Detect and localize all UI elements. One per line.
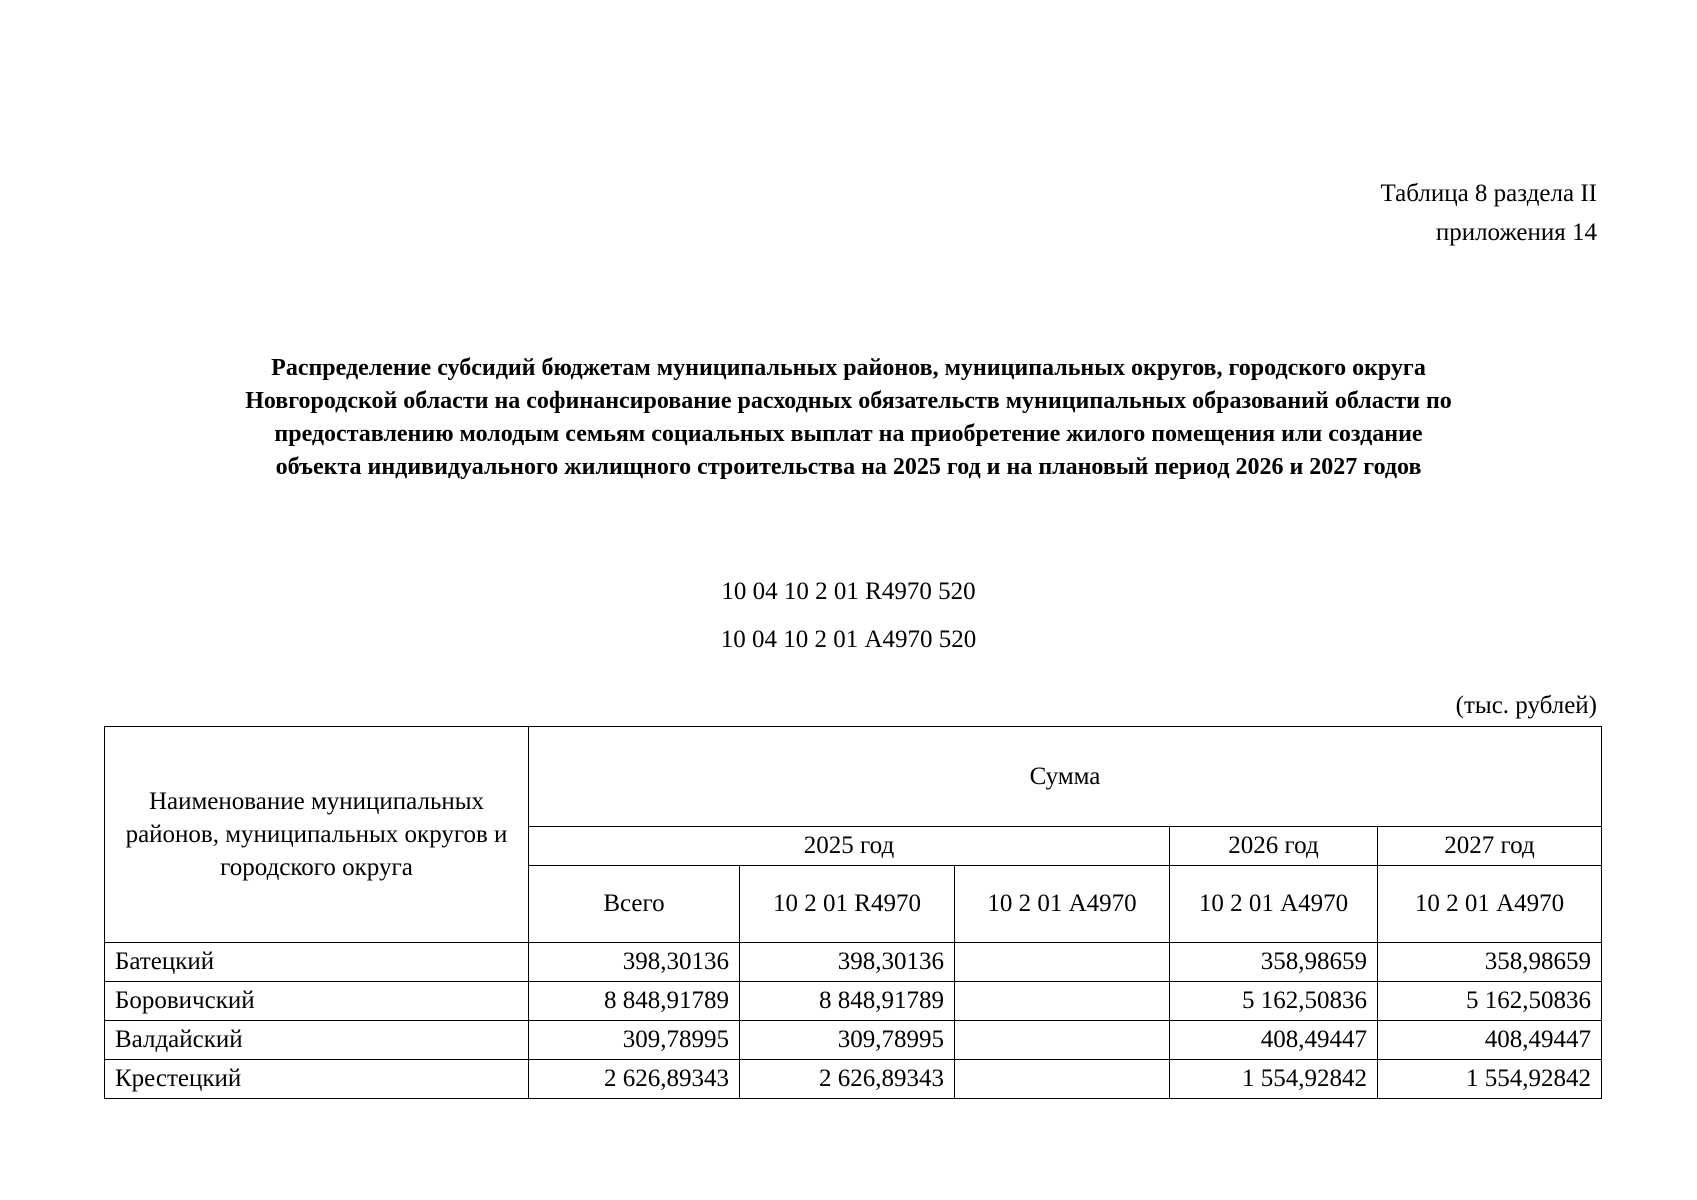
a4970-cell	[955, 982, 1170, 1021]
r4970-cell: 398,30136	[740, 943, 955, 982]
r4970-cell: 309,78995	[740, 1021, 955, 1060]
a4970-cell	[955, 1021, 1170, 1060]
table-row	[105, 982, 1602, 1021]
total-cell: 309,78995	[529, 1021, 740, 1060]
budget-code-a4970: 10 04 10 2 01 А4970 520	[720, 626, 977, 653]
sum-header: Сумма	[529, 727, 1602, 827]
municipality-name: Батецкий	[105, 943, 529, 982]
year-2027-cell: 1 554,92842	[1378, 1060, 1602, 1099]
year-2026-cell: 408,49447	[1170, 1021, 1378, 1060]
year-2027-cell: 5 162,50836	[1378, 982, 1602, 1021]
a4970-2025-subheader: 10 2 01 А4970	[955, 866, 1170, 943]
budget-code-r4970: 10 04 10 2 01 R4970 520	[721, 578, 976, 605]
table-row	[105, 1021, 1602, 1060]
document-title	[110, 352, 1587, 484]
municipality-name: Боровичский	[105, 982, 529, 1021]
total-subheader: Всего	[529, 866, 740, 943]
r4970-cell: 8 848,91789	[740, 982, 955, 1021]
total-cell: 398,30136	[529, 943, 740, 982]
year-2026-cell: 358,98659	[1170, 943, 1378, 982]
subsidy-table	[104, 726, 1602, 1099]
table-row	[105, 943, 1602, 982]
unit-label: (тыс. рублей)	[1455, 692, 1597, 719]
title-line: объекта индивидуального жилищного строительства на 2025 год и на плановый период 2026 и 2027 годов	[275, 454, 1422, 480]
year-2027-header: 2027 год	[1378, 827, 1602, 866]
r4970-cell: 2 626,89343	[740, 1060, 955, 1099]
title-line: Распределение субсидий бюджетам муниципальных районов, муниципальных округов, городского округа	[271, 355, 1426, 381]
year-2027-cell: 408,49447	[1378, 1021, 1602, 1060]
total-cell: 8 848,91789	[529, 982, 740, 1021]
a4970-cell	[955, 1060, 1170, 1099]
a4970-2027-subheader: 10 2 01 А4970	[1378, 866, 1602, 943]
title-line: Новгородской области на софинансирование расходных обязательств муниципальных образований области по	[245, 388, 1452, 414]
year-2026-cell: 1 554,92842	[1170, 1060, 1378, 1099]
total-cell: 2 626,89343	[529, 1060, 740, 1099]
municipality-name: Валдайский	[105, 1021, 529, 1060]
table-reference: Таблица 8 раздела II	[1380, 180, 1597, 207]
appendix-reference: приложения 14	[1435, 219, 1597, 246]
title-line: предоставлению молодым семьям социальных выплат на приобретение жилого помещения или создание	[274, 421, 1423, 447]
municipality-name-header: Наименование муниципальных районов, муниципальных округов и городского округа	[105, 727, 529, 943]
year-2025-header: 2025 год	[529, 827, 1170, 866]
year-2026-header: 2026 год	[1170, 827, 1378, 866]
year-2027-cell: 358,98659	[1378, 943, 1602, 982]
municipality-name: Крестецкий	[105, 1060, 529, 1099]
a4970-cell	[955, 943, 1170, 982]
a4970-2026-subheader: 10 2 01 А4970	[1170, 866, 1378, 943]
year-2026-cell: 5 162,50836	[1170, 982, 1378, 1021]
table-row	[105, 1060, 1602, 1099]
r4970-subheader: 10 2 01 R4970	[740, 866, 955, 943]
